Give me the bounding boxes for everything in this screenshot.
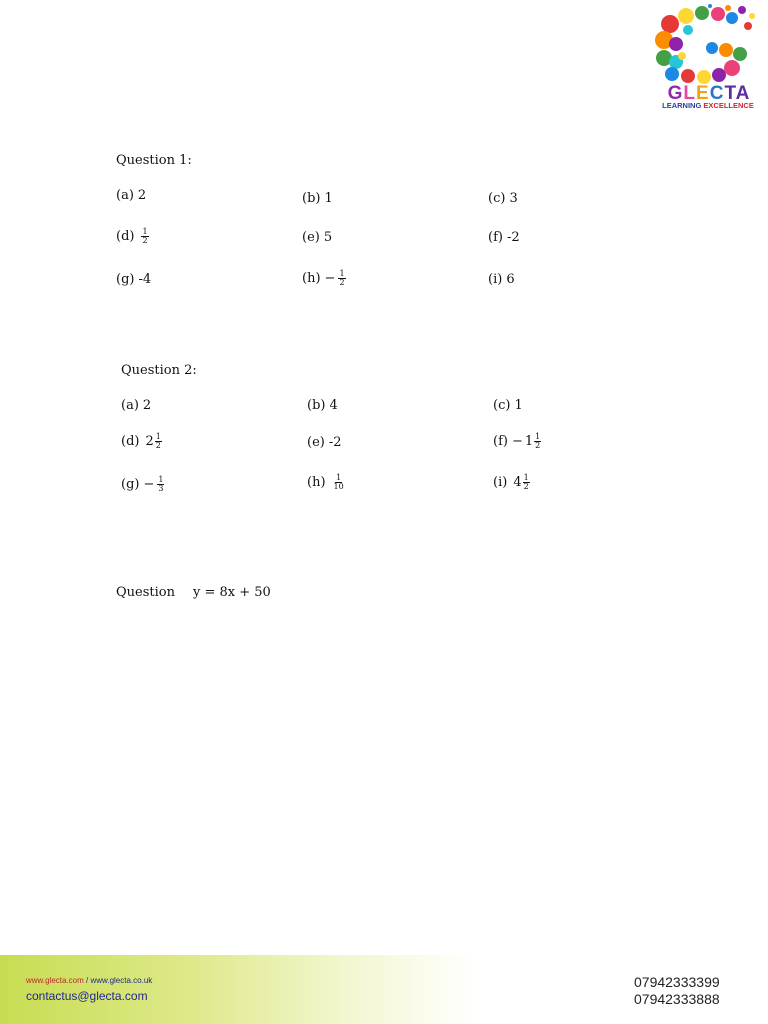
q1-option-c: (c) 3 [488,191,518,206]
footer-email[interactable]: contactus@glecta.com [26,989,148,1003]
fraction: $\frac{1}{2}$ [142,227,148,245]
fraction: $\frac{1}{2}$ [339,269,345,287]
question-3-equation: y = 8x + 50 [192,585,271,600]
logo-g-mark-icon [652,4,764,84]
q2-option-h: (h) $\frac{1}{10}$ [307,473,344,491]
q2-option-c: (c) 1 [493,398,523,413]
q2-option-d: (d) 2 $\frac{1}{2}$ [121,432,161,450]
q1-option-a: (a) 2 [116,188,147,203]
fraction: $\frac{1}{2}$ [155,432,161,450]
q2-option-f: (f) − 1 $\frac{1}{2}$ [493,432,541,450]
logo-wordmark: GLECTA [667,83,751,104]
q1-option-d: (d) $\frac{1}{2}$ [116,227,148,245]
fraction: $\frac{1}{2}$ [535,432,541,450]
question-3-label: Question [116,585,175,600]
q2-option-e: (e) -2 [307,435,342,450]
website-link-couk[interactable]: www.glecta.co.uk [90,976,153,985]
q1-option-b: (b) 1 [302,191,333,206]
q2-option-i: (i) 4 $\frac{1}{2}$ [493,473,529,491]
question-2-title: Question 2: [121,363,197,378]
q1-option-e: (e) 5 [302,230,333,245]
footer [0,955,768,1024]
glecta-logo [652,4,764,112]
question-1-title: Question 1: [116,153,192,168]
logo-tagline: LEARNING EXCELLENCE [662,101,754,110]
footer-phone-2: 07942333888 [634,991,720,1007]
footer-websites: www.glecta.com / www.glecta.co.uk [26,976,153,985]
q1-option-i: (i) 6 [488,272,515,287]
question-3 [116,586,271,599]
fraction: $\frac{1}{3}$ [158,475,164,493]
q2-option-g: (g) − $\frac{1}{3}$ [121,475,164,493]
q1-option-h: (h) − $\frac{1}{2}$ [302,269,345,287]
q1-option-f: (f) -2 [488,230,520,245]
q2-option-b: (b) 4 [307,398,338,413]
fraction: $\frac{1}{10}$ [333,473,344,491]
q2-option-a: (a) 2 [121,398,152,413]
footer-phone-1: 07942333399 [634,974,720,990]
fraction: $\frac{1}{2}$ [523,473,529,491]
q1-option-g: (g) -4 [116,272,152,287]
website-link-com[interactable]: www.glecta.com [26,976,84,985]
